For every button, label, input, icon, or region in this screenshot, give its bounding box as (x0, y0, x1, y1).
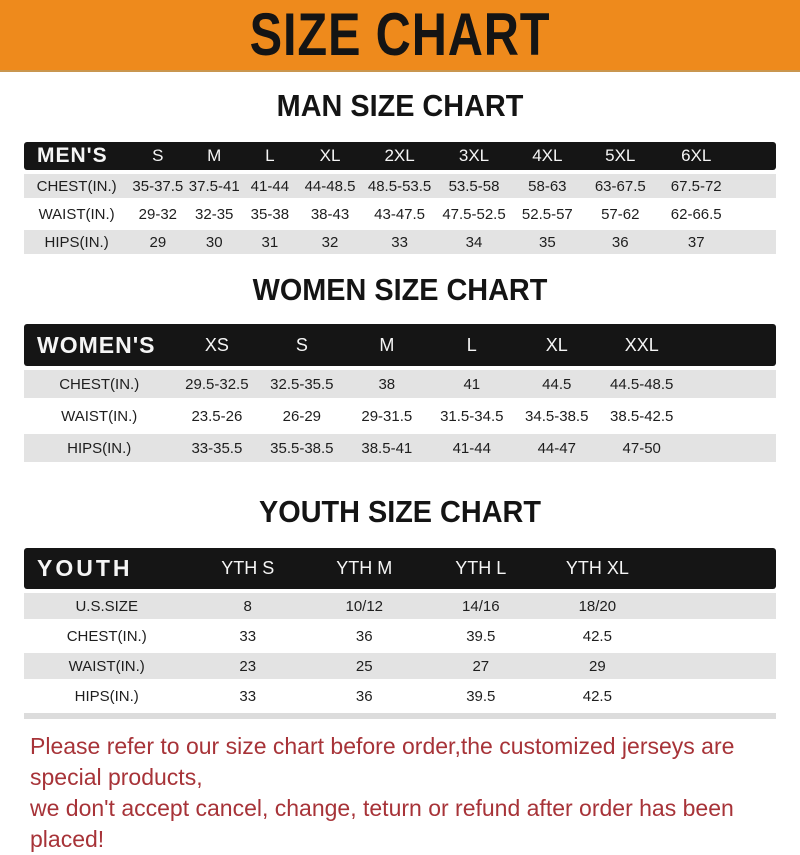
size-value-cell: 37 (687, 233, 705, 251)
youth-size-table (24, 544, 776, 723)
women-heading: WOMEN SIZE CHART (252, 272, 548, 307)
size-value-cell: 63-67.5 (594, 177, 646, 195)
size-value-cell: 33 (391, 233, 408, 251)
size-value-cell: 32 (321, 233, 339, 251)
table-row (24, 370, 776, 398)
men-size-table (24, 138, 776, 258)
size-column-header: XS (204, 334, 229, 355)
size-value-cell: 37.5-41 (188, 177, 240, 195)
size-column-header: M (379, 334, 395, 355)
disclaimer (0, 731, 800, 855)
size-column-header: L (466, 334, 477, 355)
size-value-cell: 33 (239, 687, 257, 705)
size-column-header: S (152, 146, 164, 165)
youth-group-label: YOUTH (37, 555, 133, 581)
table-row (24, 402, 776, 430)
spacer-cell (684, 370, 776, 398)
size-column-header: 2XL (384, 146, 415, 165)
row-label: WAIST(IN.) (38, 205, 115, 223)
spacer-cell (656, 653, 776, 679)
size-value-cell: 8 (243, 597, 252, 615)
size-column-header: XXL (624, 334, 659, 355)
size-value-cell: 42.5 (582, 687, 612, 705)
row-label: CHEST(IN.) (66, 627, 147, 645)
size-value-cell: 36 (611, 233, 629, 251)
page-title: SIZE CHART (249, 0, 551, 69)
size-value-cell: 38-43 (310, 205, 350, 223)
size-value-cell: 42.5 (582, 627, 612, 645)
size-column-header: 6XL (681, 146, 712, 165)
size-value-cell: 44-47 (537, 439, 576, 457)
spacer-cell (735, 230, 776, 254)
women-header-row (24, 324, 776, 366)
size-value-cell: 41-44 (250, 177, 290, 195)
size-column-header: YTH S (221, 558, 275, 578)
size-value-cell: 41 (463, 375, 481, 393)
size-value-cell: 26-29 (282, 407, 322, 425)
size-value-cell: 43-47.5 (374, 205, 426, 223)
spacer-cell (735, 142, 776, 170)
size-value-cell: 31 (261, 233, 279, 251)
size-value-cell: 38.5-42.5 (610, 407, 674, 425)
row-label: HIPS(IN.) (74, 687, 139, 705)
strip-cell (24, 713, 776, 719)
size-value-cell: 58-63 (528, 177, 567, 195)
size-value-cell: 32.5-35.5 (270, 375, 334, 393)
size-value-cell: 29-31.5 (361, 407, 413, 425)
banner (0, 0, 800, 72)
size-value-cell: 29-32 (138, 205, 178, 223)
size-value-cell: 35-38 (250, 205, 290, 223)
size-column-header: YTH L (455, 558, 507, 578)
table-row (24, 653, 776, 679)
size-column-header: XL (545, 334, 568, 355)
size-value-cell: 53.5-58 (448, 177, 500, 195)
men-group-label: MEN'S (37, 144, 108, 167)
size-value-cell: 33-35.5 (191, 439, 243, 457)
row-label: WAIST(IN.) (68, 657, 145, 675)
size-charts (0, 88, 800, 723)
spacer-cell (735, 202, 776, 226)
table-row (24, 593, 776, 619)
size-value-cell: 10/12 (345, 597, 384, 615)
table-row (24, 202, 776, 226)
disclaimer-line-2: we don't accept cancel, change, teturn or refund after order has been placed! (30, 795, 734, 852)
spacer-cell (656, 683, 776, 709)
size-value-cell: 18/20 (578, 597, 617, 615)
row-label: CHEST(IN.) (36, 177, 117, 195)
spacer-cell (684, 402, 776, 430)
spacer-cell (735, 174, 776, 198)
table-row (24, 683, 776, 709)
size-value-cell: 29.5-32.5 (185, 375, 249, 393)
size-column-header: L (265, 146, 275, 165)
women-size-section (0, 272, 800, 466)
table-bottom-strip (24, 713, 776, 719)
spacer-cell (656, 593, 776, 619)
women-group-label: WOMEN'S (37, 331, 156, 358)
row-label: U.S.SIZE (75, 597, 138, 615)
size-value-cell: 35 (538, 233, 556, 251)
size-value-cell: 25 (355, 657, 373, 675)
size-value-cell: 67.5-72 (670, 177, 722, 195)
size-value-cell: 14/16 (462, 597, 500, 615)
size-column-header: XL (319, 146, 341, 165)
size-value-cell: 34.5-38.5 (525, 407, 589, 425)
size-value-cell: 36 (355, 627, 373, 645)
size-value-cell: 36 (355, 687, 373, 705)
spacer-cell (684, 434, 776, 462)
size-column-header: S (295, 334, 308, 355)
size-value-cell: 35-37.5 (132, 177, 184, 195)
size-value-cell: 44.5-48.5 (610, 375, 674, 393)
size-value-cell: 47-50 (622, 439, 661, 457)
size-value-cell: 44.5 (542, 375, 572, 393)
spacer-cell (656, 548, 776, 589)
size-value-cell: 47.5-52.5 (442, 205, 506, 223)
row-label: HIPS(IN.) (67, 439, 132, 457)
size-column-header: 5XL (605, 146, 636, 165)
spacer-cell (684, 324, 776, 366)
size-value-cell: 32-35 (195, 205, 234, 223)
size-value-cell: 62-66.5 (670, 205, 722, 223)
spacer-cell (656, 623, 776, 649)
size-column-header: YTH M (336, 558, 393, 578)
youth-size-section (0, 494, 800, 723)
table-row (24, 434, 776, 462)
size-value-cell: 52.5-57 (521, 205, 573, 223)
size-value-cell: 48.5-53.5 (367, 177, 432, 195)
size-value-cell: 30 (205, 233, 223, 251)
table-row (24, 174, 776, 198)
size-value-cell: 34 (465, 233, 483, 251)
size-value-cell: 23 (239, 657, 257, 675)
table-row (24, 623, 776, 649)
disclaimer-line-1: Please refer to our size chart before order,the customized jerseys are special products, (30, 733, 735, 790)
row-label: HIPS(IN.) (44, 233, 109, 251)
size-value-cell: 57-62 (601, 205, 640, 223)
size-column-header: 4XL (532, 146, 563, 165)
size-value-cell: 39.5 (466, 627, 496, 645)
size-value-cell: 33 (239, 627, 257, 645)
size-value-cell: 44-48.5 (304, 177, 356, 195)
size-column-header: YTH XL (565, 558, 629, 578)
size-column-header: M (207, 146, 222, 165)
men-size-section (0, 88, 800, 258)
row-label: CHEST(IN.) (59, 375, 140, 393)
row-label: WAIST(IN.) (61, 407, 138, 425)
table-row (24, 230, 776, 254)
men-heading: MAN SIZE CHART (276, 88, 524, 123)
youth-heading: YOUTH SIZE CHART (259, 494, 541, 529)
size-value-cell: 23.5-26 (191, 407, 243, 425)
size-value-cell: 41-44 (452, 439, 491, 457)
size-column-header: 3XL (458, 146, 490, 165)
size-value-cell: 38 (378, 375, 396, 393)
size-value-cell: 31.5-34.5 (440, 407, 504, 425)
men-header-row (24, 142, 776, 170)
size-value-cell: 35.5-38.5 (270, 439, 334, 457)
youth-header-row (24, 548, 776, 589)
size-value-cell: 39.5 (466, 687, 496, 705)
size-value-cell: 38.5-41 (361, 439, 413, 457)
women-size-table (24, 320, 776, 466)
size-value-cell: 27 (472, 657, 490, 675)
size-value-cell: 29 (149, 233, 167, 251)
size-value-cell: 29 (589, 657, 606, 675)
